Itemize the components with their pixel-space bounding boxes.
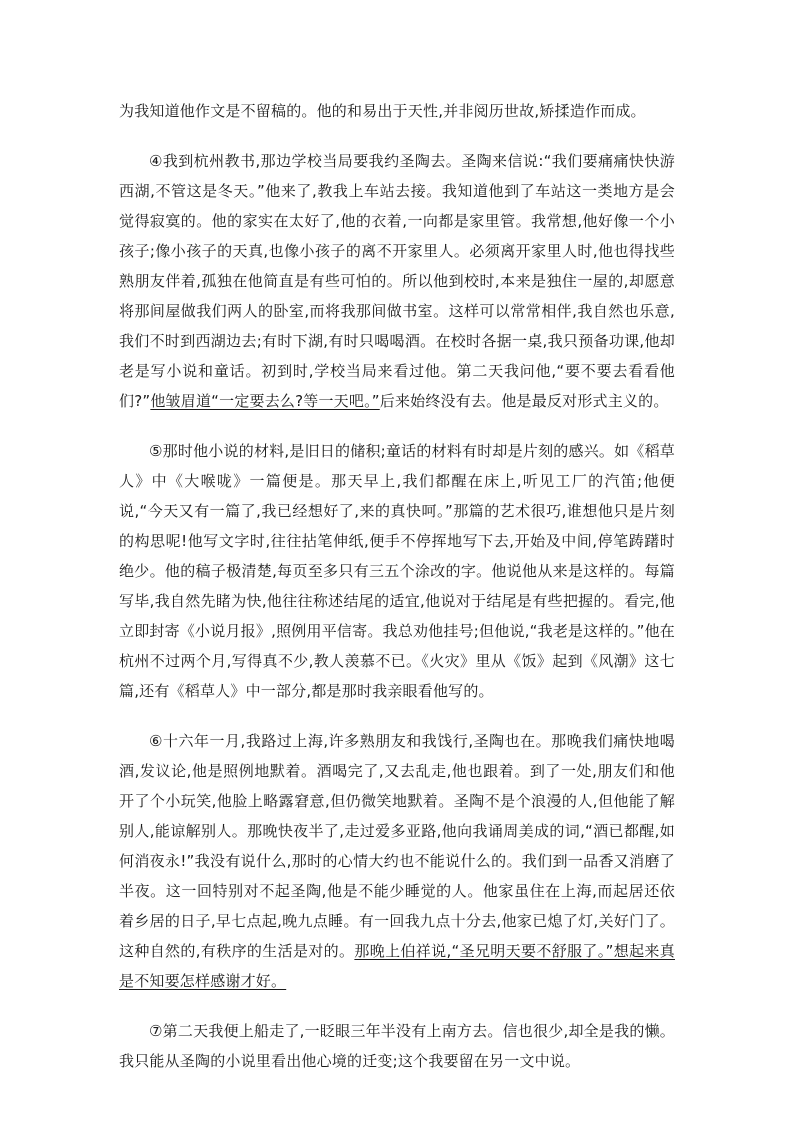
text-segment: ⑤那时他小说的材料,是旧日的储积;童话的材料有时却是片刻的感兴。如《稻草人》中《大喉咙》一篇便是。那天早上,我们都醒在床上,听见工厂的汽笛;他便说,“今天又有一篇了,我已经想好了,来的真快呵。”那篇的艺术很巧,谁想他只是片刻的构思呢!他写文字时,往往拈笔伸纸,便手不停挥地写下去,开始及中间,停笔踌躇时绝少。他的稿子极清楚,每页至多只有三五个涂改的字。他说他从来是这样的。每篇写毕,我自然先睹为快,他往往称述结尾的适宜,他说对于结尾是有些把握的。看完,他立即封寄《小说月报》,照例用平信寄。我总劝他挂号;但他说,“我老是这样的。”他在杭州不过两个月,写得真不少,教人羡慕不已。《火灾》里从《饭》起到《风潮》这七篇,还有《稻草人》中一部分,都是那时我亲眼看他写的。 <box>119 442 675 700</box>
document-body <box>119 96 675 1076</box>
text-segment: ⑥十六年一月,我路过上海,许多熟朋友和我饯行,圣陶也在。那晚我们痛快地喝酒,发议论,他是照例地默着。酒喝完了,又去乱走,他也跟着。到了一处,朋友们和他开了个小玩笑,他脸上略露窘意,但仍微笑地默着。圣陶不是个浪漫的人,但他能了解别人,能谅解别人。那晚快夜半了,走过爱多亚路,他向我诵周美成的词,“酒已都醒,如何消夜永!”我没有说什么,那时的心情大约也不能说什么的。我们到一品香又消磨了半夜。这一回特别对不起圣陶,他是不能少睡觉的人。他家虽住在上海,而起居还依着乡居的日子,早七点起,晚九点睡。有一回我九点十分去,他家已熄了灯,关好门了。这种自然的,有秩序的生活是对的。 <box>119 732 675 960</box>
text-segment: ⑦第二天我便上船走了,一眨眼三年半没有上南方去。信也很少,却全是我的懒。我只能从圣陶的小说里看出他心境的迁变;这个我要留在另一文中说。 <box>119 1022 675 1070</box>
text-segment: 后来始终没有去。他是最反对形式主义的。 <box>379 392 669 410</box>
paragraph-p7 <box>119 1016 675 1076</box>
paragraph-p-continued <box>119 96 675 126</box>
paragraph-p5 <box>119 436 675 706</box>
text-segment: 为我知道他作文是不留稿的。他的和易出于天性,并非阅历世故,矫揉造作而成。 <box>119 102 646 120</box>
underlined-sentence: 他皱眉道“一定要去么?等一天吧。” <box>150 392 380 410</box>
paragraph-p6 <box>119 726 675 996</box>
text-segment: ④我到杭州教书,那边学校当局要我约圣陶去。圣陶来信说:“我们要痛痛快快游西湖,不管这是冬天。”他来了,教我上车站去接。我知道他到了车站这一类地方是会觉得寂寞的。他的家实在太好了,他的衣着,一向都是家里管。我常想,他好像一个小孩子;像小孩子的天真,也像小孩子的离不开家里人。必须离开家里人时,他也得找些熟朋友伴着,孤独在他简直是有些可怕的。所以他到校时,本来是独住一屋的,却愿意将那间屋做我们两人的卧室,而将我那间做书室。这样可以常常相伴,我自然也乐意,我们不时到西湖边去;有时下湖,有时只喝喝酒。在校时各据一桌,我只预备功课,他却老是写小说和童话。初到时,学校当局来看过他。第二天我问他,“要不要去看看他们?” <box>119 152 675 410</box>
underlined-sentence: 那晚上伯祥说,“圣兄明天要不舒服了。”想起来真是不知要怎样感谢才好。 <box>119 942 675 990</box>
paragraph-p4 <box>119 146 675 416</box>
